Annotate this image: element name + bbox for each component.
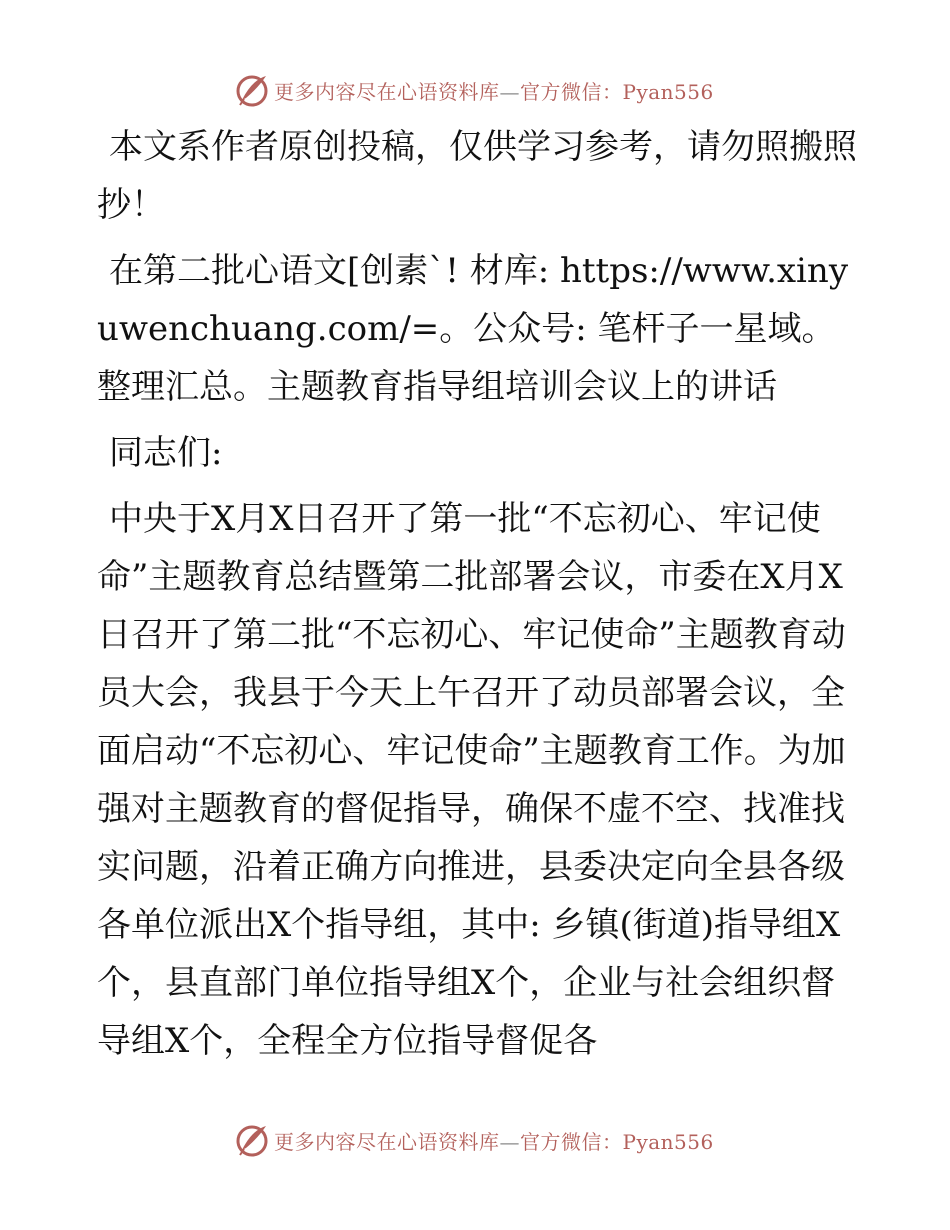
banner-brand: 更多内容尽在心语资料库 (274, 79, 500, 104)
source-paragraph: 在第二批心语文[创素`! 材库: https://www.xinyuwenchuang.com/=。公众号: 笔杆子一星域。整理汇总。主题教育指导组培训会议上的讲话 (97, 251, 849, 407)
salutation: 同志们: (109, 433, 223, 473)
quill-seal-icon (232, 1120, 272, 1160)
header-banner (232, 70, 712, 110)
banner-wechat: 官方微信：Pyan556 (520, 79, 714, 104)
banner-text (274, 76, 714, 105)
main-paragraph: 中央于X月X日召开了第一批“不忘初心、牢记使命”主题教育总结暨第二批部署会议，市委在X月X日召开了第二批“不忘初心、牢记使命”主题教育动员大会，我县于今天上午召开了动员部署会议，全面启动“不忘初心、牢记使命”主题教育工作。为加强对主题教育的督促指导，确保不虚不空、找准找实问题，沿着正确方向推进，县委决定向全县各级各单位派出X个指导组，其中: 乡镇(街道)指导组X个，县直部门单位指导组X个，企业与社会组织督导组X个，全程全方位指导督促各 (97, 499, 846, 1061)
banner-dash: — (499, 1129, 520, 1154)
footer-banner (232, 1120, 712, 1160)
banner-text (274, 1126, 714, 1155)
banner-dash: — (499, 79, 520, 104)
document-body (97, 118, 857, 1070)
quill-seal-icon (232, 70, 272, 110)
notice-paragraph: 本文系作者原创投稿，仅供学习参考，请勿照搬照抄！ (97, 127, 857, 225)
banner-brand: 更多内容尽在心语资料库 (274, 1129, 500, 1154)
banner-wechat: 官方微信：Pyan556 (520, 1129, 714, 1154)
